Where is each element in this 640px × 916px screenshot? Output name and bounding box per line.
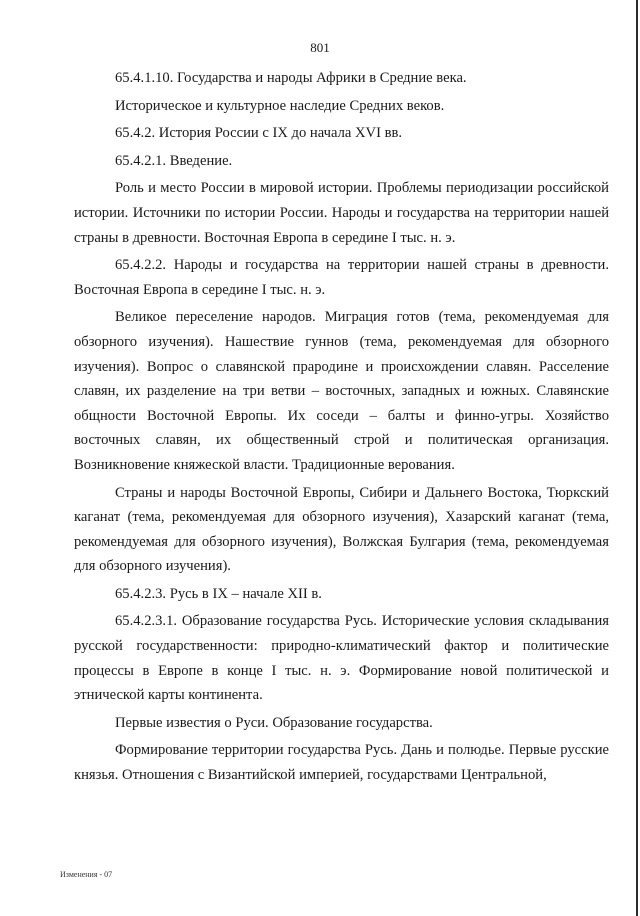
paragraph-eastern-europe-peoples: Страны и народы Восточной Европы, Сибири и Дальнего Востока, Тюркский каганат (тема, рекомендуемая для обзорного изучения), Хазарский каганат (тема, рекомендуемая для обзорного изучения), Волжская Булгария (тема, рекомендуемая для обзорного изучения). xyxy=(74,484,609,575)
heading-introduction: 65.4.2.1. Введение. xyxy=(115,152,233,169)
page-number: 801 xyxy=(310,40,330,55)
heading-heritage: Историческое и культурное наследие Средних веков. xyxy=(115,97,445,114)
heading-africa: 65.4.1.10. Государства и народы Африки в Средние века. xyxy=(115,70,467,86)
paragraph-state-formation: 65.4.2.3.1. Образование государства Русь. Исторические условия складывания русской государственности: природно-климатический фактор и политические процессы в Европе в конце I тыс. н. э. Формирование новой политической и этнической карты континента. xyxy=(74,613,609,704)
heading-rus-ix-xii: 65.4.2.3. Русь в IX – начале XII в. xyxy=(115,585,322,602)
heading-peoples-states: 65.4.2.2. Народы и государства на территории нашей страны в древности. Восточная Европа в середине I тыс. н. э. xyxy=(74,257,609,298)
page-edge-line xyxy=(636,0,638,916)
paragraph-great-migration: Великое переселение народов. Миграция готов (тема, рекомендуемая для обзорного изучения). Нашествие гуннов (тема, рекомендуемая для обзорного изучения). Вопрос о славянской прародине и происхождении славян. Расселение славян, их разделение на три ветви – восточных, западных и южных. Славянские общности Восточной Европы. Их соседи – балты и финно-угры. Хозяйство восточных славян, их общественный строй и политическая организация. Возникновение княжеской власти. Традиционные верования. xyxy=(74,309,609,473)
paragraph-first-news: Первые известия о Руси. Образование государства. xyxy=(115,714,433,731)
heading-russia-history: 65.4.2. История России с IX до начала XVI вв. xyxy=(115,125,403,142)
paragraph-territory-formation: Формирование территории государства Русь. Дань и полюдье. Первые русские князья. Отношения с Византийской империей, государствами Центральной, xyxy=(74,742,609,784)
footer-revision-note: Изменения - 07 xyxy=(60,870,113,879)
paragraph-role-of-russia: Роль и место России в мировой истории. Проблемы периодизации российской истории. Источники по истории России. Народы и государства на территории нашей страны в древности. Восточная Европа в середине I тыс. н. э. xyxy=(74,180,609,246)
document-body xyxy=(74,66,609,788)
